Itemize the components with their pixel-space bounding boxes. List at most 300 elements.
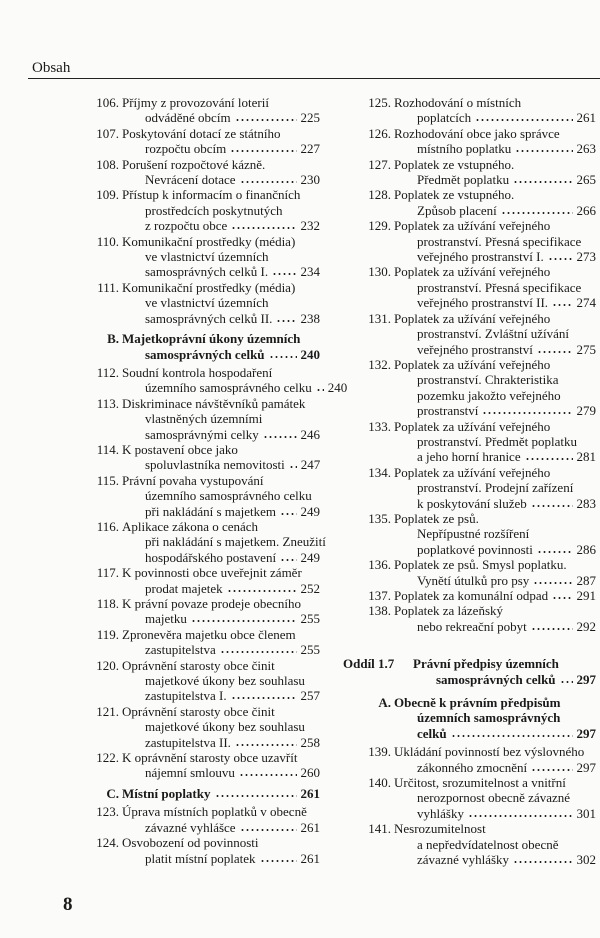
dot-leader bbox=[230, 143, 296, 153]
entry-number: B. bbox=[107, 331, 119, 347]
entry-line-text: Přístup k informacím o finančních bbox=[122, 187, 301, 203]
entry-line-text: Obecně k právním předpisům bbox=[394, 695, 561, 711]
entry-line-text: a nepředvídatelnost obecně bbox=[417, 836, 559, 852]
toc-entry bbox=[56, 280, 320, 326]
entry-page-number: 257 bbox=[300, 688, 320, 704]
entry-page-number: 258 bbox=[300, 734, 320, 750]
entry-line bbox=[122, 488, 320, 503]
entry-page-number: 234 bbox=[300, 264, 320, 280]
entry-number: 127. bbox=[368, 156, 391, 172]
entry-line-text: Poplatek za užívání veřejného bbox=[394, 418, 551, 434]
entry-line-text: K postavení obce jako bbox=[122, 441, 238, 457]
entry-line bbox=[394, 172, 596, 187]
entry-page-number: 247 bbox=[300, 457, 321, 473]
entry-number: 108. bbox=[96, 156, 119, 172]
toc-entry bbox=[56, 518, 326, 565]
entry-page-number: 260 bbox=[300, 765, 320, 781]
entry-line bbox=[394, 710, 596, 725]
toc-part-heading bbox=[334, 656, 596, 687]
dot-leader bbox=[272, 266, 296, 276]
entry-line bbox=[394, 311, 596, 326]
entry-line-text: Poplatek ze vstupného. bbox=[394, 187, 515, 203]
entry-line-text: k poskytování služeb bbox=[417, 495, 527, 511]
dot-leader bbox=[240, 174, 297, 184]
entry-line bbox=[394, 557, 596, 572]
entry-line bbox=[122, 627, 320, 642]
entry-line-text: Právní povaha vystupování bbox=[122, 472, 264, 488]
entry-line bbox=[394, 526, 596, 541]
entry-title bbox=[122, 473, 320, 519]
entry-line-text: Porušení rozpočtové kázně. bbox=[122, 156, 266, 172]
entry-line bbox=[394, 403, 596, 418]
dot-leader bbox=[289, 459, 297, 469]
entry-line bbox=[394, 449, 596, 464]
entry-line-text: závazné vyhlášce bbox=[145, 819, 236, 835]
entry-line bbox=[122, 249, 320, 264]
entry-line bbox=[122, 642, 320, 657]
entry-title bbox=[122, 95, 320, 126]
toc-entry bbox=[334, 744, 596, 775]
entry-title bbox=[394, 695, 596, 741]
entry-page-number: 255 bbox=[300, 611, 320, 627]
dot-leader bbox=[260, 853, 297, 863]
entry-line bbox=[122, 157, 320, 172]
entry-line-text: poplatcích bbox=[417, 110, 472, 126]
entry-line-text: územního samosprávného celku bbox=[145, 488, 312, 504]
entry-title bbox=[394, 511, 596, 557]
entry-page-number: 246 bbox=[300, 426, 320, 442]
entry-line bbox=[394, 95, 596, 110]
entry-line-text: pozemku jakožto veřejného bbox=[417, 387, 561, 403]
entry-line-text: majetku bbox=[145, 611, 187, 627]
dot-leader bbox=[531, 762, 572, 772]
entry-title bbox=[394, 419, 596, 465]
entry-number: 112. bbox=[96, 364, 119, 380]
entry-number: 106. bbox=[96, 95, 119, 110]
entry-page-number: 297 bbox=[576, 671, 596, 687]
toc-section-heading bbox=[334, 695, 596, 741]
entry-line-text: ve vlastnictví územních bbox=[145, 249, 269, 265]
entry-line-text: Rozhodování obce jako správce bbox=[394, 125, 560, 141]
entry-line bbox=[122, 565, 320, 580]
toc-entry bbox=[334, 588, 596, 603]
entry-line-text: Ukládání povinností bez výslovného bbox=[394, 744, 585, 760]
entry-line-text: veřejného prostranství bbox=[417, 341, 533, 357]
entry-title bbox=[413, 656, 596, 687]
entry-line-text: Oprávnění starosty obce činit bbox=[122, 703, 275, 719]
entry-line bbox=[394, 434, 596, 449]
entry-line bbox=[394, 295, 596, 310]
toc-entry bbox=[334, 357, 596, 419]
entry-number: 125. bbox=[368, 95, 391, 110]
entry-line bbox=[394, 790, 596, 805]
toc-entry bbox=[56, 835, 320, 866]
entry-line bbox=[122, 331, 320, 346]
entry-line bbox=[122, 804, 320, 819]
entry-title bbox=[394, 588, 596, 603]
entry-page-number: 225 bbox=[300, 110, 320, 126]
entry-line-text: Osvobození od povinnosti bbox=[122, 835, 259, 851]
entry-line-text: Poplatek ze psů. bbox=[394, 510, 479, 526]
entry-number: 123. bbox=[96, 804, 119, 820]
entry-number: 126. bbox=[368, 125, 391, 141]
entry-line-text: nerozpornost obecně závazné bbox=[417, 790, 571, 806]
entry-line bbox=[122, 110, 320, 125]
entry-line-text: spoluvlastníka nemovitosti bbox=[145, 457, 285, 473]
entry-number: 135. bbox=[368, 510, 391, 526]
toc-entry bbox=[56, 187, 320, 233]
dot-leader bbox=[280, 506, 296, 516]
entry-page-number: 255 bbox=[300, 642, 320, 658]
entry-number: 114. bbox=[96, 441, 119, 457]
dot-leader bbox=[533, 575, 572, 585]
entry-line-text: Poplatek za užívání veřejného bbox=[394, 264, 551, 280]
dot-leader bbox=[552, 297, 572, 307]
entry-number: 128. bbox=[368, 187, 391, 203]
entry-line-text: Vynětí útulků pro psy bbox=[417, 572, 530, 588]
entry-line-text: Poplatek ze psů. Smysl poplatku. bbox=[394, 557, 567, 573]
toc-entry bbox=[56, 658, 320, 704]
toc-entry bbox=[56, 364, 348, 396]
entry-page-number: 265 bbox=[576, 172, 596, 188]
entry-title bbox=[394, 603, 596, 634]
entry-line bbox=[394, 419, 596, 434]
entry-title bbox=[122, 396, 320, 442]
entry-title bbox=[122, 442, 320, 473]
toc-entry bbox=[56, 804, 320, 835]
toc-entry bbox=[334, 187, 596, 218]
entry-line-text: Aplikace zákona o cenách bbox=[122, 518, 259, 534]
entry-line-text: územního samosprávného celku bbox=[145, 380, 312, 396]
entry-line-text: samosprávnými celky bbox=[145, 426, 259, 442]
entry-page-number: 279 bbox=[576, 403, 596, 419]
entry-number: 107. bbox=[96, 125, 119, 141]
entry-line bbox=[122, 765, 320, 780]
entry-line bbox=[122, 786, 320, 801]
toc-entry bbox=[56, 126, 320, 157]
entry-line bbox=[394, 218, 596, 233]
toc-entry bbox=[334, 311, 596, 357]
entry-page-number: 252 bbox=[300, 580, 320, 596]
entry-title bbox=[394, 264, 596, 310]
dot-leader bbox=[269, 349, 297, 359]
entry-line bbox=[122, 534, 326, 550]
toc-entry bbox=[334, 264, 596, 310]
toc-right-column bbox=[334, 95, 596, 868]
entry-line-text: Místní poplatky bbox=[122, 785, 211, 801]
entry-line bbox=[122, 311, 320, 326]
entry-line-text: prostranství bbox=[417, 403, 479, 419]
entry-line-text: Diskriminace návštěvníků památek bbox=[122, 395, 306, 411]
entry-page-number: 238 bbox=[300, 310, 320, 326]
entry-number: 138. bbox=[368, 603, 391, 619]
entry-number: 113. bbox=[96, 395, 119, 411]
entry-line-text: Poplatek za užívání veřejného bbox=[394, 310, 551, 326]
entry-line-text: Rozhodování o místních bbox=[394, 95, 522, 110]
entry-title bbox=[122, 234, 320, 280]
entry-line-text: místního poplatku bbox=[417, 141, 512, 157]
entry-line-text: prostranství. Prodejní zařízení bbox=[417, 480, 574, 496]
entry-title bbox=[394, 821, 596, 867]
toc-entry bbox=[334, 603, 596, 634]
entry-page-number: 240 bbox=[327, 380, 348, 396]
entry-line-text: poplatkové povinnosti bbox=[417, 541, 533, 557]
entry-line-text: Komunikační prostředky (média) bbox=[122, 279, 296, 295]
toc-section-heading bbox=[56, 786, 320, 801]
toc-entry bbox=[334, 557, 596, 588]
entry-line-text: Oprávnění starosty obce činit bbox=[122, 657, 275, 673]
entry-line-text: Příjmy z provozování loterií bbox=[122, 95, 269, 110]
entry-line bbox=[122, 95, 320, 110]
entry-title bbox=[122, 126, 320, 157]
entry-line bbox=[394, 357, 596, 372]
entry-title bbox=[122, 627, 320, 658]
entry-line bbox=[122, 688, 320, 703]
dot-leader bbox=[515, 143, 572, 153]
entry-line bbox=[122, 673, 320, 688]
entry-line bbox=[394, 280, 596, 295]
entry-title bbox=[394, 465, 596, 511]
entry-page-number: 274 bbox=[576, 295, 596, 311]
entry-page-number: 286 bbox=[576, 541, 596, 557]
entry-title bbox=[394, 95, 596, 126]
entry-line bbox=[122, 218, 320, 233]
dot-leader bbox=[280, 552, 296, 562]
entry-line bbox=[122, 550, 320, 565]
dot-leader bbox=[239, 767, 297, 777]
entry-page-number: 302 bbox=[576, 852, 596, 868]
entry-line-text: Právní předpisy územních bbox=[413, 656, 559, 672]
entry-number: 130. bbox=[368, 264, 391, 280]
entry-page-number: 292 bbox=[576, 618, 596, 634]
entry-number: Oddíl 1.7 bbox=[343, 656, 395, 672]
entry-line bbox=[394, 726, 596, 741]
entry-line bbox=[394, 388, 596, 403]
dot-leader bbox=[501, 205, 573, 215]
entry-line bbox=[394, 141, 596, 156]
entry-line bbox=[394, 326, 596, 341]
toc-entry bbox=[334, 821, 596, 867]
entry-line bbox=[394, 234, 596, 249]
entry-line-text: prostranství. Přesná specifikace bbox=[417, 233, 582, 249]
entry-page-number: 240 bbox=[300, 346, 320, 362]
entry-line-text: Poplatek ze vstupného. bbox=[394, 156, 515, 172]
dot-leader bbox=[531, 621, 573, 631]
entry-line bbox=[122, 719, 320, 734]
entry-line-text: samosprávných celků I. bbox=[145, 264, 269, 280]
entry-line-text: prodat majetek bbox=[145, 580, 223, 596]
dot-leader bbox=[513, 174, 572, 184]
entry-line bbox=[122, 835, 320, 850]
dot-leader bbox=[231, 220, 296, 230]
entry-line bbox=[122, 427, 320, 442]
entry-line bbox=[394, 821, 596, 836]
entry-number: 137. bbox=[368, 588, 391, 603]
entry-line bbox=[122, 581, 320, 596]
entry-line bbox=[122, 264, 320, 279]
entry-line-text: celků bbox=[417, 725, 447, 741]
entry-line bbox=[394, 852, 596, 867]
entry-number: 122. bbox=[96, 750, 119, 766]
entry-line bbox=[122, 504, 320, 519]
entry-line bbox=[394, 744, 596, 759]
entry-number: 141. bbox=[368, 821, 391, 837]
running-head: Obsah bbox=[32, 60, 71, 76]
entry-line-text: nebo rekreační pobyt bbox=[417, 618, 527, 634]
entry-line-text: K povinnosti obce uveřejnit záměr bbox=[122, 565, 302, 581]
entry-line-text: územních samosprávných bbox=[417, 710, 561, 726]
entry-line bbox=[394, 249, 596, 264]
entry-page-number: 297 bbox=[576, 725, 596, 741]
entry-number: 129. bbox=[368, 218, 391, 234]
entry-number: 131. bbox=[368, 310, 391, 326]
entry-title bbox=[122, 658, 320, 704]
entry-page-number: 261 bbox=[300, 785, 320, 801]
entry-page-number: 261 bbox=[300, 819, 320, 835]
toc-entry bbox=[56, 627, 320, 658]
toc-entry bbox=[334, 126, 596, 157]
dot-leader bbox=[276, 313, 296, 323]
entry-number: A. bbox=[378, 695, 391, 711]
entry-line bbox=[122, 473, 320, 488]
entry-title bbox=[122, 750, 320, 781]
toc-entry bbox=[334, 157, 596, 188]
entry-line-text: Způsob placení bbox=[417, 202, 497, 218]
entry-title bbox=[122, 518, 326, 565]
dot-leader bbox=[451, 728, 573, 738]
entry-title bbox=[394, 557, 596, 588]
entry-title bbox=[122, 187, 320, 233]
entry-title bbox=[394, 157, 596, 188]
entry-line bbox=[394, 573, 596, 588]
entry-line-text: Určitost, srozumitelnost a vnitřní bbox=[394, 775, 566, 791]
entry-line-text: prostranství. Chrakteristika bbox=[417, 372, 559, 388]
entry-number: 111. bbox=[97, 279, 119, 295]
entry-line bbox=[394, 157, 596, 172]
entry-number: 120. bbox=[96, 657, 119, 673]
entry-line bbox=[394, 619, 596, 634]
dot-leader bbox=[231, 690, 297, 700]
entry-page-number: 261 bbox=[576, 110, 596, 126]
entry-line-text: veřejného prostranství I. bbox=[417, 249, 544, 265]
entry-line-text: zastupitelstva I. bbox=[145, 688, 227, 704]
entry-title bbox=[122, 157, 320, 188]
entry-number: 139. bbox=[368, 744, 391, 760]
entry-page-number: 261 bbox=[300, 850, 320, 866]
entry-page-number: 287 bbox=[576, 572, 596, 588]
entry-page-number: 301 bbox=[576, 805, 596, 821]
entry-line bbox=[394, 126, 596, 141]
entry-number: 140. bbox=[368, 775, 391, 791]
entry-line bbox=[122, 519, 320, 534]
entry-line bbox=[122, 820, 320, 835]
dot-leader bbox=[235, 737, 297, 747]
entry-line-text: samosprávných celků II. bbox=[145, 310, 273, 326]
dot-leader bbox=[215, 788, 297, 798]
entry-line-text: Nevrácení dotace bbox=[145, 172, 236, 188]
entry-line-text: Poplatek za užívání veřejného bbox=[394, 464, 551, 480]
entry-line-text: při nakládání s majetkem bbox=[145, 503, 277, 519]
entry-page-number: 227 bbox=[300, 141, 320, 157]
entry-line-text: Úprava místních poplatků v obecně bbox=[122, 804, 307, 820]
entry-line bbox=[394, 465, 596, 480]
entry-line bbox=[122, 187, 320, 202]
toc-entry bbox=[56, 396, 320, 442]
entry-number: 116. bbox=[96, 518, 119, 534]
entry-line bbox=[394, 695, 596, 710]
entry-line-text: z rozpočtu obce bbox=[145, 218, 228, 234]
toc-entry bbox=[334, 511, 596, 557]
entry-line bbox=[394, 760, 596, 775]
dot-leader bbox=[240, 822, 297, 832]
entry-line-text: Poplatek za užívání veřejného bbox=[394, 356, 551, 372]
entry-line-text: a jeho horní hranice bbox=[417, 449, 521, 465]
entry-page-number: 232 bbox=[300, 218, 320, 234]
entry-line bbox=[413, 672, 596, 687]
entry-line-text: samosprávných celků bbox=[145, 346, 265, 362]
entry-line bbox=[394, 603, 596, 618]
entry-number: 132. bbox=[368, 356, 391, 372]
entry-line bbox=[394, 496, 596, 511]
entry-number: 133. bbox=[368, 418, 391, 434]
entry-line-text: vlastněných územními bbox=[145, 411, 263, 427]
toc-entry bbox=[56, 473, 320, 519]
entry-line-text: vyhlášky bbox=[417, 805, 464, 821]
toc-entry bbox=[334, 419, 596, 465]
entry-title bbox=[122, 804, 320, 835]
entry-page-number: 297 bbox=[576, 759, 596, 775]
entry-line-text: Zpronevěra majetku obce členem bbox=[122, 626, 296, 642]
toc-entry bbox=[334, 775, 596, 821]
toc-entry bbox=[56, 442, 320, 473]
entry-line-text: zastupitelstva bbox=[145, 642, 216, 658]
entry-line bbox=[122, 596, 320, 611]
dot-leader bbox=[227, 583, 297, 593]
dot-leader bbox=[235, 112, 297, 122]
entry-page-number: 263 bbox=[576, 141, 596, 157]
entry-line-text: samosprávných celků bbox=[436, 671, 556, 687]
dot-leader bbox=[537, 544, 573, 554]
entry-line-text: majetkové úkony bez souhlasu bbox=[145, 673, 305, 689]
toc-entry bbox=[56, 750, 320, 781]
dot-leader bbox=[263, 429, 297, 439]
entry-line bbox=[122, 172, 320, 187]
entry-line bbox=[122, 295, 320, 310]
entry-line-text: Nepřípustné rozšíření bbox=[417, 526, 530, 542]
entry-line bbox=[394, 480, 596, 495]
entry-line bbox=[394, 110, 596, 125]
toc-entry bbox=[56, 596, 320, 627]
entry-line bbox=[122, 658, 320, 673]
entry-number: 117. bbox=[96, 565, 119, 581]
toc-entry bbox=[56, 704, 320, 750]
entry-line-text: zastupitelstva II. bbox=[145, 734, 231, 750]
toc-entry bbox=[56, 157, 320, 188]
entry-line bbox=[394, 342, 596, 357]
entry-line bbox=[413, 656, 596, 671]
entry-number: 124. bbox=[96, 835, 119, 851]
toc-entry bbox=[56, 565, 320, 596]
toc-entry bbox=[56, 234, 320, 280]
entry-line bbox=[122, 234, 320, 249]
entry-number: 119. bbox=[96, 626, 119, 642]
entry-line bbox=[122, 126, 320, 141]
entry-line-text: Poplatek za komunální odpad bbox=[394, 588, 549, 603]
entry-page-number: 281 bbox=[576, 449, 596, 465]
entry-title bbox=[122, 835, 320, 866]
dot-leader bbox=[548, 251, 573, 261]
entry-line bbox=[122, 442, 320, 457]
